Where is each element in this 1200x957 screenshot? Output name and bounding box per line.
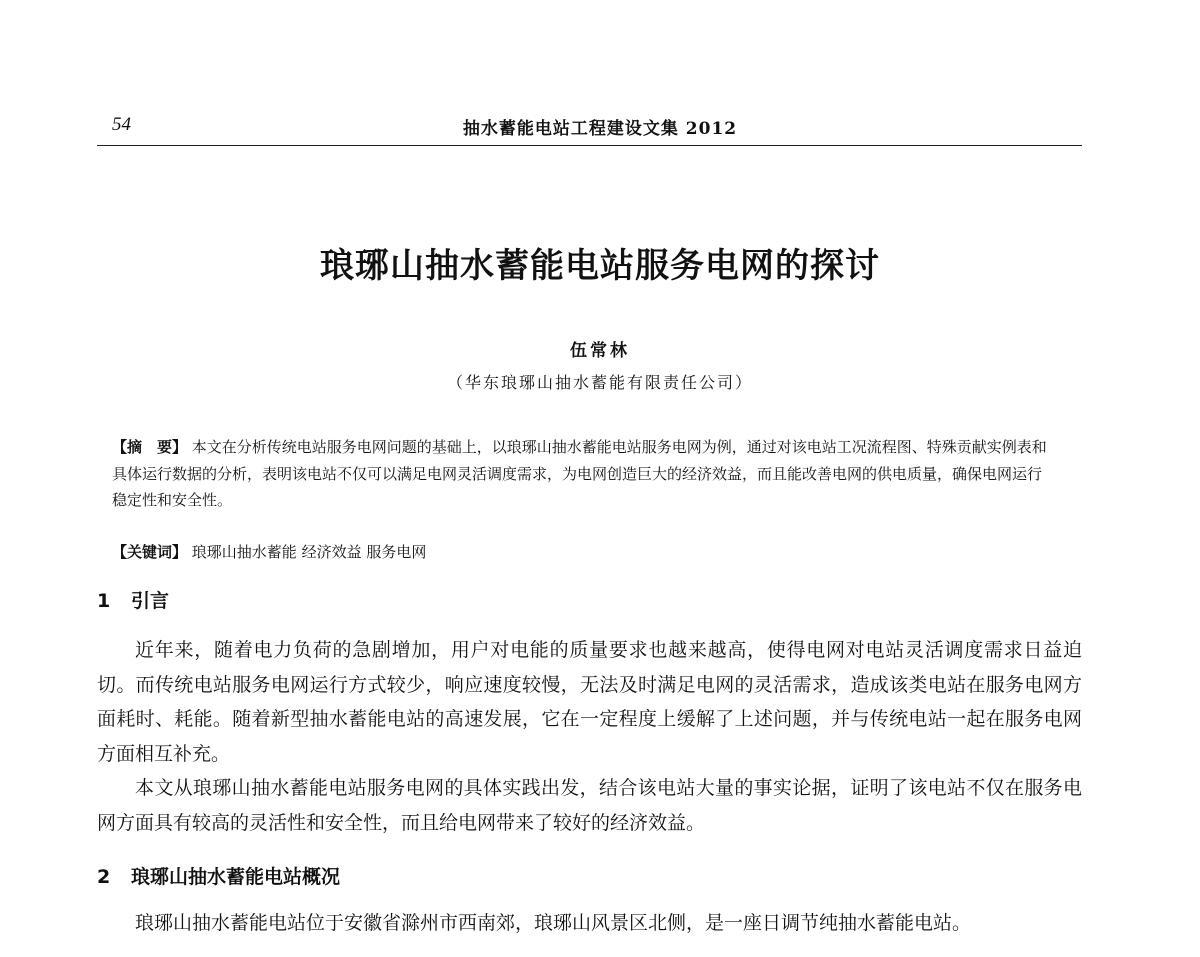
section-body-overview xyxy=(97,906,1082,941)
header-rule xyxy=(97,145,1082,146)
abstract-text: 本文在分析传统电站服务电网问题的基础上，以琅琊山抽水蓄能电站服务电网为例，通过对该电站工况流程图、特殊贡献实例表和具体运行数据的分析，表明该电站不仅可以满足电网灵活调度需求，为电网创造巨大的经济效益，而且能改善电网的供电质量，确保电网运行稳定性和安全性。 xyxy=(112,438,1047,509)
section-number: 1 xyxy=(97,590,111,612)
keywords-text: 琅琊山抽水蓄能 经济效益 服务电网 xyxy=(191,543,427,561)
article-title: 琅琊山抽水蓄能电站服务电网的探讨 xyxy=(320,246,880,286)
section-number: 2 xyxy=(97,866,111,888)
author: 伍常林 xyxy=(570,341,630,361)
paragraph: 琅琊山抽水蓄能电站位于安徽省滁州市西南郊，琅琊山风景区北侧，是一座日调节纯抽水蓄能电站。 xyxy=(135,912,972,934)
section-heading-intro xyxy=(97,586,169,613)
affiliation: （华东琅琊山抽水蓄能有限责任公司） xyxy=(446,373,753,392)
keywords xyxy=(112,539,1052,565)
running-title: 抽水蓄能电站工程建设文集 2012 xyxy=(462,119,738,139)
section-body-intro xyxy=(97,633,1082,840)
section-heading-overview xyxy=(97,862,340,889)
page-number: 54 xyxy=(112,114,131,135)
paragraph: 本文从琅琊山抽水蓄能电站服务电网的具体实践出发，结合该电站大量的事实论据，证明了该电站不仅在服务电网方面具有较高的灵活性和安全性，而且给电网带来了较好的经济效益。 xyxy=(97,777,1082,834)
section-title: 琅琊山抽水蓄能电站概况 xyxy=(131,866,341,888)
abstract xyxy=(112,434,1052,514)
paragraph: 近年来，随着电力负荷的急剧增加，用户对电能的质量要求也越来越高，使得电网对电站灵活调度需求日益迫切。而传统电站服务电网运行方式较少，响应速度较慢，无法及时满足电网的灵活需求，造成该类电站在服务电网方面耗时、耗能。随着新型抽水蓄能电站的高速发展，它在一定程度上缓解了上述问题，并与传统电站一起在服务电网方面相互补充。 xyxy=(97,639,1082,765)
keywords-label: 【关键词】 xyxy=(112,543,188,561)
abstract-label: 【摘 要】 xyxy=(112,438,188,456)
section-title: 引言 xyxy=(131,590,170,612)
